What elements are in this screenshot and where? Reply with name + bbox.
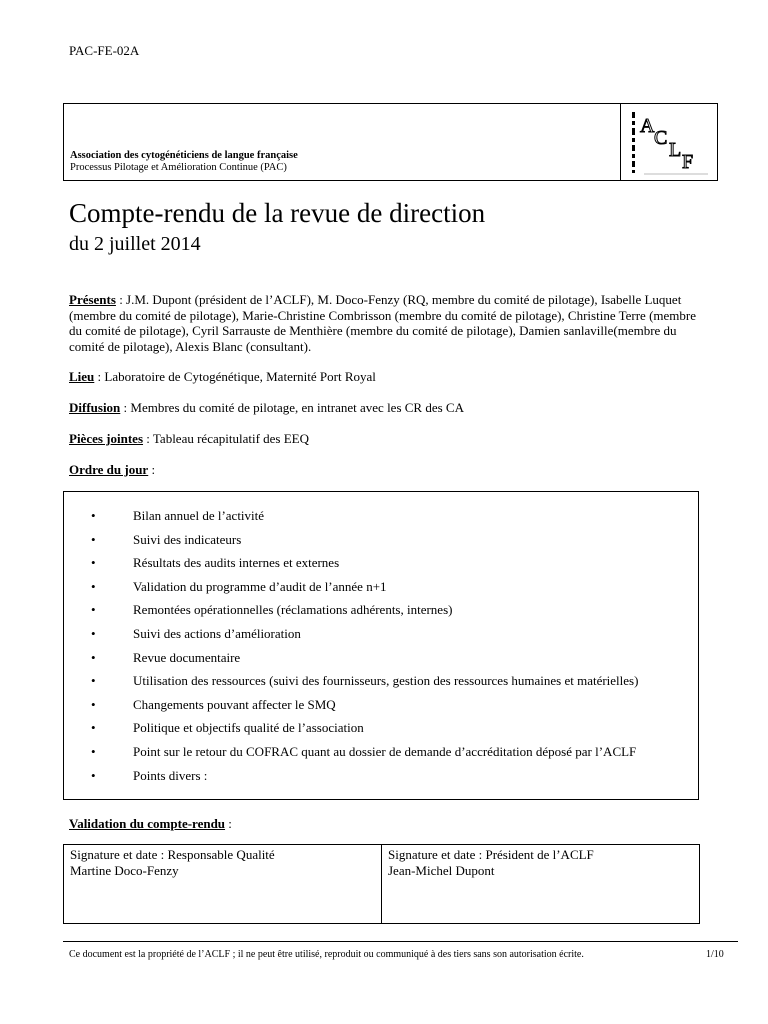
bullet-icon: • [91,508,96,523]
distribution-text: : Membres du comité de pilotage, en intranet avec les CR des CA [120,400,464,415]
document-title: Compte-rendu de la revue de direction [69,198,486,228]
document-header [63,103,718,181]
distribution-paragraph [69,400,709,416]
bullet-icon: • [91,696,96,712]
header-divider [620,104,621,180]
bullet-icon: • [91,578,96,594]
location-text: : Laboratoire de Cytogénétique, Maternité Port Royal [94,369,376,384]
bullet-icon: • [91,602,96,618]
signature-person: Martine Doco-Fenzy [70,862,179,878]
footer-divider [63,941,738,942]
process-name: Processus Pilotage et Amélioration Continue (PAC) [70,162,287,173]
attendees-label: Présents [69,292,116,307]
logo-letter: C [654,127,668,149]
attachments-paragraph [69,431,709,447]
distribution-label: Diffusion [69,400,121,415]
agenda-item [64,673,698,697]
location-label: Lieu [69,369,95,384]
page-number: 1/10 [706,949,724,960]
agenda-list [64,508,698,791]
bullet-icon: • [91,555,96,571]
agenda-item [64,768,698,792]
bullet-icon: • [91,673,96,689]
agenda-item [64,532,698,556]
agenda-item-text: Résultats des audits internes et externes [133,555,340,571]
signature-president [382,845,699,923]
validation-heading [69,816,709,832]
agenda-item [64,602,698,626]
agenda-item [64,720,698,744]
footer-notice: Ce document est la propriété de l’ACLF ; il ne peut être utilisé, reproduit ou communiqué à des tiers sans son autorisation écrite. [69,949,584,960]
attendees-text: : J.M. Dupont (président de l’ACLF), M. Doco-Fenzy (RQ, membre du comité de pilotage), Isabelle Luquet (membre du comité de pilotage), Marie-Christine Combrisson (membre du comité de pilotage), Christine Terre (membre du comité de pilotage), Cyril Sarrauste de Menthière (membre du comité de pilotage), Damien sanlaville(membre du comité de pilotage), Alexis Blanc (consultant). [69,292,697,354]
signature-table [63,844,700,924]
agenda-label: Ordre du jour [69,462,149,477]
agenda-item-text: Utilisation des ressources (suivi des fournisseurs, gestion des ressources humaines et matérielles) [133,673,639,689]
agenda-item [64,555,698,579]
attachments-label: Pièces jointes [69,431,144,446]
agenda-heading [69,462,709,478]
signature-role: Signature et date : Responsable Qualité [70,847,275,862]
organization-name: Association des cytogénéticiens de langue française [70,150,298,161]
agenda-item-text: Points divers : [133,767,208,783]
agenda-item-text: Suivi des indicateurs [133,531,242,547]
agenda-box [63,491,699,800]
bullet-icon: • [91,743,96,759]
attendees-paragraph [69,292,709,354]
agenda-item [64,626,698,650]
document-date: du 2 juillet 2014 [69,233,201,255]
location-paragraph [69,369,709,385]
agenda-item [64,508,698,532]
bullet-icon: • [91,767,96,783]
agenda-item [64,579,698,603]
agenda-item-text: Changements pouvant affecter le SMQ [133,696,336,712]
logo-letter: A [640,115,655,137]
bullet-icon: • [91,649,96,665]
agenda-item [64,697,698,721]
bullet-icon: • [91,531,96,547]
bullet-icon: • [91,625,96,641]
agenda-item [64,744,698,768]
agenda-item-text: Revue documentaire [133,649,241,665]
aclf-logo [630,110,710,176]
signature-quality-manager [64,845,382,923]
document-reference: PAC-FE-02A [69,43,140,58]
agenda-item-text: Suivi des actions d’amélioration [133,625,301,641]
agenda-item-text: Politique et objectifs qualité de l’association [133,720,364,736]
bullet-icon: • [91,720,96,736]
agenda-item-text: Point sur le retour du COFRAC quant au dossier de demande d’accréditation déposé par l’ACLF [133,743,637,759]
signature-role: Signature et date : Président de l’ACLF [388,847,594,862]
attachments-text: : Tableau récapitulatif des EEQ [143,431,309,446]
agenda-item [64,650,698,674]
agenda-item-text: Validation du programme d’audit de l’année n+1 [133,578,387,594]
logo-letter: L [669,139,682,161]
agenda-item-text: Remontées opérationnelles (réclamations adhérents, internes) [133,602,453,618]
validation-label-suffix: : [225,816,232,831]
header-organization [70,150,298,174]
agenda-item-text: Bilan annuel de l’activité [133,508,265,523]
validation-label: Validation du compte-rendu [69,816,226,831]
logo-letter: F [682,151,694,173]
signature-person: Jean-Michel Dupont [388,862,495,878]
agenda-label-suffix: : [148,462,156,477]
